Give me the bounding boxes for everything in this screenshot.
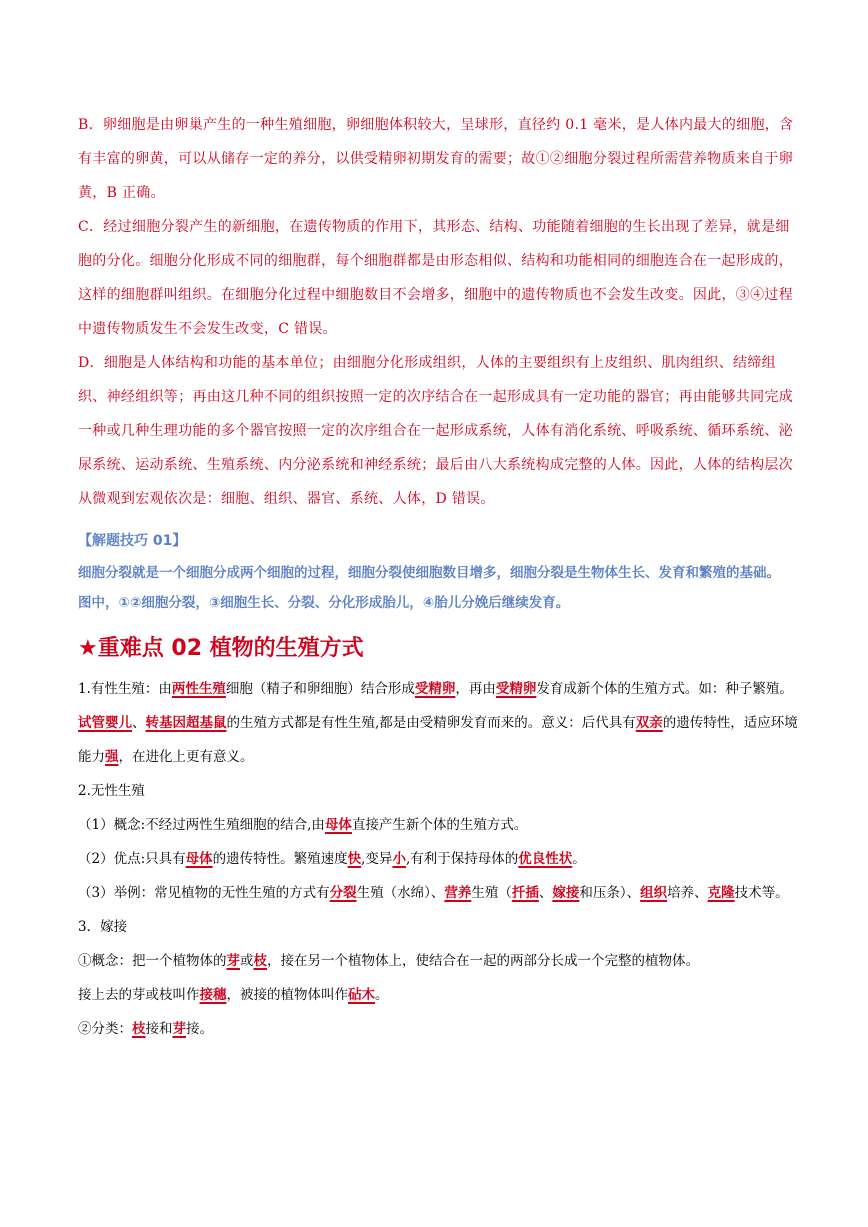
analysis-option-b: B．卵细胞是由卵巢产生的一种生殖细胞，卵细胞体积较大，呈球形，直径约 0.1 毫米，是人体内最大的细胞，含有丰富的卵黄，可以从储存一定的养分，以供受精卵初期发育的需要；故①②细胞分裂过程所需营养物质来自于卵黄，B 正确。	[78, 117, 794, 201]
section-title: ★重难点 02 植物的生殖方式	[78, 636, 364, 661]
tip-line-2: 图中，①②细胞分裂，③细胞生长、分裂、分化形成胎儿，④胎儿分娩后继续发育。	[78, 595, 570, 611]
asexual-examples: （3）举例：常见植物的无性生殖的方式有分裂生殖（水绵）、营养生殖（扦插、嫁接和压条）、组织培养、克隆技术等。	[78, 885, 789, 901]
grafting-heading: 3．嫁接	[78, 919, 128, 935]
asexual-reproduction-heading: 2.无性生殖	[78, 783, 145, 799]
grafting-types: ②分类：枝接和芽接。	[78, 1021, 213, 1037]
grafting-concept: ①概念：把一个植物体的芽或枝，接在另一个植物体上，使结合在一起的两部分长成一个完整的植物体。	[78, 953, 699, 969]
document-page	[78, 108, 798, 1046]
asexual-concept: （1）概念:不经过两性生殖细胞的结合,由母体直接产生新个体的生殖方式。	[78, 817, 528, 833]
analysis-option-d: D．细胞是人体结构和功能的基本单位；由细胞分化形成组织，人体的主要组织有上皮组织、肌肉组织、结缔组织、神经组织等；再由这几种不同的组织按照一定的次序结合在一起形成具有一定功能的器官；再由能够共同完成一种或几种生理功能的多个器官按照一定的次序组合在一起形成系统，人体有消化系统、呼吸系统、循环系统、泌尿系统、运动系统、生殖系统、内分泌系统和神经系统；最后由八大系统构成完整的人体。因此，人体的结构层次从微观到宏观依次是：细胞、组织、器官、系统、人体，D 错误。	[78, 355, 793, 507]
tip-line-1: 细胞分裂就是一个细胞分成两个细胞的过程，细胞分裂使细胞数目增多，细胞分裂是生物体生长、发育和繁殖的基础。	[78, 565, 780, 581]
sexual-reproduction-paragraph: 1.有性生殖：由两性生殖细胞（精子和卵细胞）结合形成受精卵，再由受精卵发育成新个体的生殖方式。如：种子繁殖。试管婴儿、转基因超基鼠的生殖方式都是有性生殖,都是由受精卵发育而来的。意义：后代具有双亲的遗传特性，适应环境能力强，在进化上更有意义。	[78, 681, 798, 765]
grafting-terms: 接上去的芽或枝叫作接穗，被接的植物体叫作砧木。	[78, 987, 389, 1003]
asexual-advantage: （2）优点:只具有母体的遗传特性。繁殖速度快,变异小,有利于保持母体的优良性状。	[78, 851, 586, 867]
analysis-option-c: C．经过细胞分裂产生的新细胞，在遗传物质的作用下，其形态、结构、功能随着细胞的生长出现了差异，就是细胞的分化。细胞分化形成不同的细胞群，每个细胞群都是由形态相似、结构和功能相同的细胞连合在一起形成的，这样的细胞群叫组织。在细胞分化过程中细胞数目不会增多，细胞中的遗传物质也不会发生改变。因此，③④过程中遗传物质发生不会发生改变，C 错误。	[78, 219, 793, 337]
tip-title: 【解题技巧 01】	[78, 533, 187, 549]
